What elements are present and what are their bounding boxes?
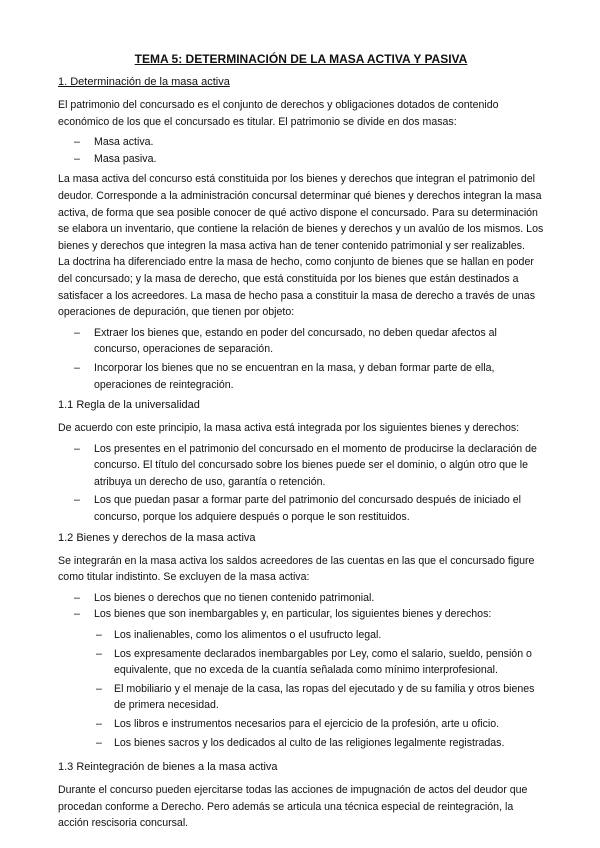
list-item xyxy=(58,590,544,607)
section-1-2-paragraph: Se integrarán en la masa activa los saldos acreedores de las cuentas en las que el concursado figure como titular indistinto. Se excluyen de la masa activa: xyxy=(58,554,535,584)
list-item xyxy=(58,492,544,525)
list-item xyxy=(58,134,544,151)
dash-bullet: – xyxy=(74,152,80,165)
section-1-paragraph-2: La masa activa del concurso está constituida por los bienes y derechos que integran el patrimonio del deudor. Corresponde a la administración concursal determinar qué bienes y derechos integran la masa activa, de forma que sea posible conocer de qué activo dispone el concursado. Para su determinación se elabora un inventario, que contiene la relación de bienes y derechos y un avalúo de los mismos. Los bienes y derechos que integren la masa activa han de tener contenido patrimonial y ser realizables. xyxy=(58,173,544,252)
document-title: TEMA 5: DETERMINACIÓN DE LA MASA ACTIVA Y PASIVA xyxy=(134,52,468,66)
dash-bullet: – xyxy=(74,608,80,621)
section-1-3-heading: 1.3 Reintegración de bienes a la masa activa xyxy=(58,761,278,774)
list-item-text: Los bienes o derechos que no tienen contenido patrimonial. xyxy=(94,591,375,604)
dash-bullet: – xyxy=(96,736,102,749)
section-1-2-heading: 1.2 Bienes y derechos de la masa activa xyxy=(58,531,256,544)
inembargables-sublist xyxy=(58,627,544,751)
list-item-text: Los bienes que son inembargables y, en particular, los siguientes bienes y derechos: xyxy=(94,608,492,621)
dash-bullet: – xyxy=(96,629,102,642)
sublist-item xyxy=(58,716,544,733)
sublist-item xyxy=(58,627,544,644)
list-item-text: Los que puedan pasar a formar parte del patrimonio del concursado después de iniciado el concurso, porque los adquiere después o porque le son restituidos. xyxy=(94,494,521,524)
list-item-text: Extraer los bienes que, estando en poder del concursado, no deben quedar afectos al concurso, operaciones de separación. xyxy=(94,326,497,356)
section-1-1-heading: 1.1 Regla de la universalidad xyxy=(58,399,200,412)
dash-bullet: – xyxy=(96,718,102,730)
depuracion-list xyxy=(58,325,544,393)
list-item xyxy=(58,606,544,623)
sublist-item-text: Los libros e instrumentos necesarios para el ejercicio de la profesión, arte u oficio. xyxy=(114,718,500,730)
universalidad-list xyxy=(58,441,544,526)
list-item-text: Masa activa. xyxy=(94,136,154,149)
sublist-item xyxy=(58,681,544,714)
exclusiones-list xyxy=(58,590,544,623)
dash-bullet: – xyxy=(74,361,80,374)
dash-bullet: – xyxy=(74,326,80,339)
sublist-item-text: Los bienes sacros y los dedicados al culto de las religiones legalmente registradas. xyxy=(114,736,505,749)
dash-bullet: – xyxy=(74,591,80,604)
section-1-heading xyxy=(58,74,544,91)
section-1-paragraph-3: La doctrina ha diferenciado entre la masa de hecho, como conjunto de bienes que se hallan en poder del concursado; y la masa de derecho, que está constituida por los bienes que están destinados a satisfacer a los acreedores. La masa de hecho pasa a constituir la masa de derecho a través de unas operaciones de depuración, que tienen por objeto: xyxy=(58,256,535,319)
masas-list xyxy=(58,134,544,167)
list-item-text: Masa pasiva. xyxy=(94,152,157,165)
sublist-item xyxy=(58,735,544,752)
sublist-item-text: El mobiliario y el menaje de la casa, las ropas del ejecutado y de su familia y otros bienes de primera necesidad. xyxy=(114,682,535,712)
section-1-3-paragraph: Durante el concurso pueden ejercitarse todas las acciones de impugnación de actos del deudor que procedan conforme a Derecho. Pero además se articula una técnica especial de reintegración, la acción rescisoria concursal. xyxy=(58,784,528,830)
section-1-paragraph-1: El patrimonio del concursado es el conjunto de derechos y obligaciones dotados de contenido económico de los que el concursado es titular. El patrimonio se divide en dos masas: xyxy=(58,99,499,128)
dash-bullet: – xyxy=(74,494,80,507)
dash-bullet: – xyxy=(74,442,80,455)
list-item xyxy=(58,325,544,358)
list-item xyxy=(58,441,544,491)
list-item xyxy=(58,151,544,168)
dash-bullet: – xyxy=(74,136,80,149)
section-1-heading-text: 1. Determinación de la masa activa xyxy=(58,76,230,88)
sublist-item-text: Los inalienables, como los alimentos o el usufructo legal. xyxy=(114,629,382,642)
list-item-text: Incorporar los bienes que no se encuentran en la masa, y deban formar parte de ella, operaciones de reintegración. xyxy=(94,361,495,391)
dash-bullet: – xyxy=(96,682,102,695)
dash-bullet: – xyxy=(96,647,102,660)
sublist-item-text: Los expresamente declarados inembargables por Ley, como el salario, sueldo, pensión o equivalente, que no exceda de la cuantía señalada como mínimo interprofesional. xyxy=(114,647,532,677)
list-item-text: Los presentes en el patrimonio del concursado en el momento de producirse la declaración de concurso. El título del concursado sobre los bienes puede ser el dominio, o algún otro que le atribuya un derecho de uso, garantía o retención. xyxy=(94,442,537,488)
sublist-item xyxy=(58,646,544,679)
section-1-1-paragraph: De acuerdo con este principio, la masa activa está integrada por los siguientes bienes y derechos: xyxy=(58,422,520,435)
list-item xyxy=(58,360,544,393)
